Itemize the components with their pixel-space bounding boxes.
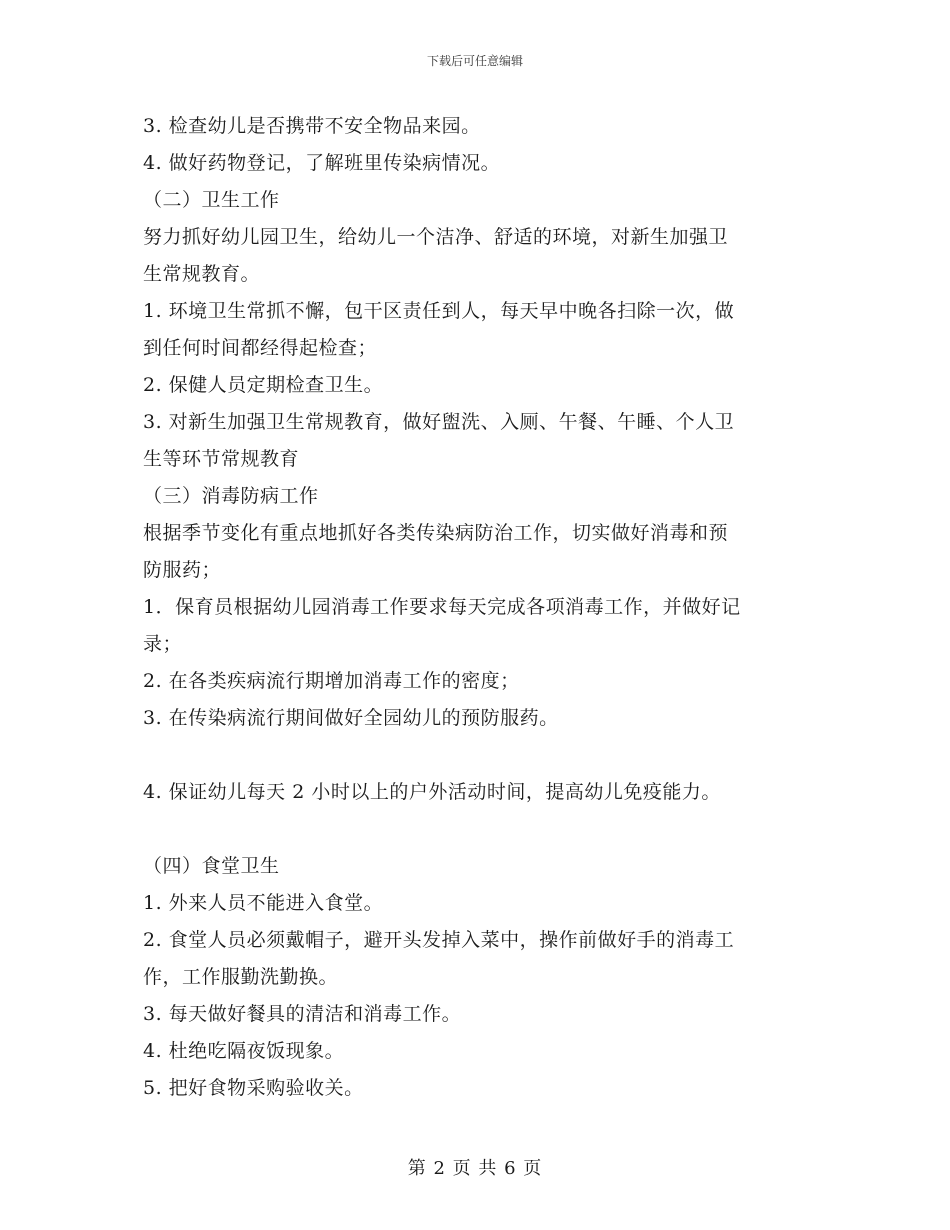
list-item-check-unsafe-items: 3. 检查幼儿是否携带不安全物品来园。: [143, 115, 481, 137]
list-item-hygiene-education-1: 3. 对新生加强卫生常规教育，做好盥洗、入厕、午餐、午睡、个人卫: [143, 411, 735, 433]
list-item-no-leftovers: 4. 杜绝吃隔夜饭现象。: [143, 1040, 345, 1062]
list-item-environment-2: 到任何时间都经得起检查；: [143, 337, 378, 359]
list-item-medicine-record: 4. 做好药物登记，了解班里传染病情况。: [143, 152, 501, 174]
list-item-health-check: 2. 保健人员定期检查卫生。: [143, 374, 384, 396]
list-item-daily-disinfection-2: 录；: [143, 633, 183, 655]
paragraph-disinfection-intro-2: 防服药；: [143, 559, 222, 581]
paragraph-disinfection-intro-1: 根据季节变化有重点地抓好各类传染病防治工作，切实做好消毒和预: [143, 522, 729, 544]
section-heading-disinfection: （三）消毒防病工作: [143, 485, 319, 507]
blank-line: [143, 811, 813, 848]
page-number: 第 2 页 共 6 页: [407, 1158, 543, 1179]
blank-line: [143, 737, 813, 774]
list-item-outdoor-activity: 4. 保证幼儿每天 2 小时以上的户外活动时间，提高幼儿免疫能力。: [143, 781, 721, 803]
paragraph-hygiene-intro-1: 努力抓好幼儿园卫生，给幼儿一个洁净、舒适的环境，对新生加强卫: [143, 226, 729, 248]
paragraph-hygiene-intro-2: 生常规教育。: [143, 263, 261, 285]
list-item-environment-1: 1. 环境卫生常抓不懈，包干区责任到人，每天早中晚各扫除一次，做: [143, 300, 735, 322]
list-item-canteen-staff-2: 作，工作服勤洗勤换。: [143, 966, 339, 988]
section-heading-hygiene: （二）卫生工作: [143, 189, 280, 211]
list-item-tableware: 3. 每天做好餐具的清洁和消毒工作。: [143, 1003, 462, 1025]
list-item-disinfection-density: 2. 在各类疾病流行期增加消毒工作的密度；: [143, 670, 520, 692]
list-item-food-inspection: 5. 把好食物采购验收关。: [143, 1077, 364, 1099]
document-body: [143, 108, 813, 1107]
list-item-canteen-staff-1: 2. 食堂人员必须戴帽子，避开头发掉入菜中，操作前做好手的消毒工: [143, 929, 735, 951]
list-item-no-outsiders: 1. 外来人员不能进入食堂。: [143, 892, 384, 914]
page-header: 下载后可任意编辑: [426, 54, 523, 68]
list-item-hygiene-education-2: 生等环节常规教育: [143, 448, 300, 470]
section-heading-canteen: （四）食堂卫生: [143, 855, 280, 877]
list-item-daily-disinfection-1: 1．保育员根据幼儿园消毒工作要求每天完成各项消毒工作，并做好记: [143, 596, 741, 618]
list-item-preventive-medicine: 3. 在传染病流行期间做好全园幼儿的预防服药。: [143, 707, 559, 729]
